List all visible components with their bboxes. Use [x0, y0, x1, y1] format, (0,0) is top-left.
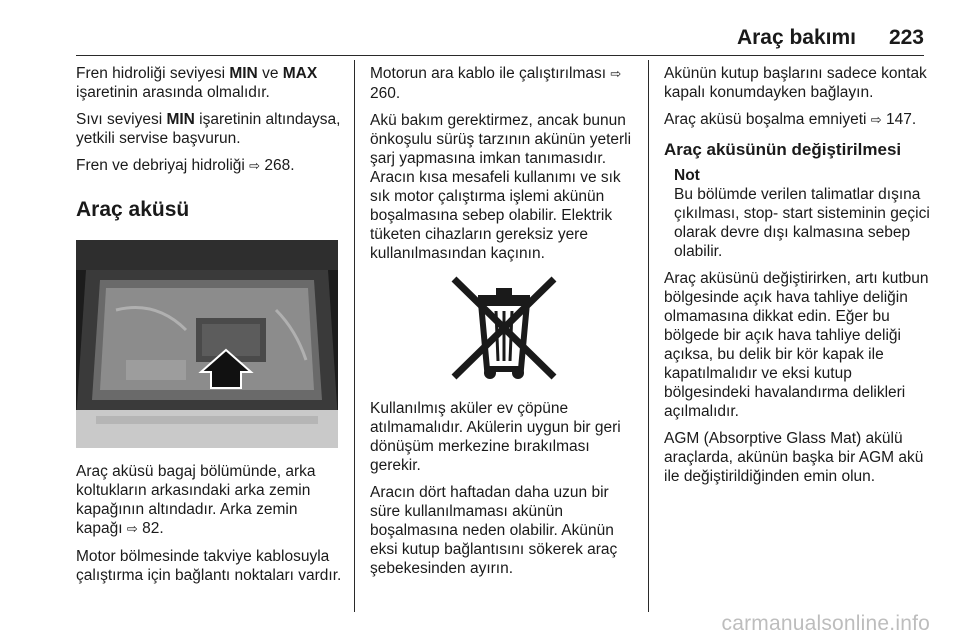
header-rule [76, 55, 924, 56]
column-right [664, 64, 932, 494]
paragraph-vent-hole: Araç aküsünü değiştirirken, artı kutbun bölgesinde açık hava tahliye deliğin olmamasına dikkat edin. Eğer bu bölgede bir açık hava tahliye deliği açıksa, bu delik bir kör kapak ile kapatılmalıdır ve eksi kutup bölgesindeki havalandırma delikleri açılmalıdır. [664, 270, 929, 420]
paragraph-jump-start-points: Motor bölmesinde takviye kablosuyla çalıştırma için bağlantı noktaları vardır. [76, 548, 342, 584]
paragraph-battery-location: Araç aküsü bagaj bölümünde, arka koltukların arkasındaki arka zemin kapağının altındadır. Arka zemin kapağı ⇨ 82. [76, 463, 316, 537]
note-box [664, 166, 932, 261]
paragraph-disposal: Kullanılmış aküler ev çöpüne atılmamalıdır. Akülerin uygun bir geri dönüşüm merkezine bırakılması gerekir. [370, 400, 621, 474]
paragraph-long-storage: Aracın dört haftadan daha uzun bir süre kullanılmaması akünün boşalmasına neden olabilir. Akünün eksi kutup bağlantısını sökerek araç şebekesinden ayırın. [370, 484, 618, 577]
note-text: Bu bölümde verilen talimatlar dışına çıkılması, stop- start sisteminin geçici olarak devre dışı kalmasına sebep olabilir. [674, 186, 930, 260]
chapter-title: Araç bakımı [736, 26, 856, 49]
page-reference-link[interactable]: 260. [370, 85, 401, 102]
note-title: Not [674, 167, 700, 184]
paragraph-connect-terminals: Akünün kutup başlarını sadece kontak kapalı konumdayken bağlayın. [664, 65, 927, 101]
subsection-heading-battery-replacement: Araç aküsünün değiştirilmesi [664, 140, 902, 159]
page-number: 223 [888, 26, 924, 49]
column-divider-2 [648, 60, 649, 612]
reference-arrow-icon: ⇨ [610, 67, 622, 82]
page-header [0, 0, 960, 58]
trunk-battery-photo [76, 240, 338, 448]
paragraph-brake-clutch-ref: Fren ve debriyaj hidroliği ⇨ 268. [76, 157, 295, 174]
section-heading-vehicle-battery: Araç aküsü [76, 198, 190, 221]
reference-arrow-icon: ⇨ [870, 113, 882, 128]
paragraph-agm-battery: AGM (Absorptive Glass Mat) akülü araçlarda, akünün başka bir AGM akü ile değiştirildiğinden emin olun. [664, 430, 924, 485]
paragraph-discharge-protection: Araç aküsü boşalma emniyeti ⇨ 147. [664, 111, 917, 128]
column-left [76, 64, 344, 593]
page-reference-link[interactable]: 147. [885, 111, 917, 128]
page-reference-link[interactable]: 268. [264, 157, 295, 174]
column-middle [370, 64, 638, 586]
paragraph-brake-fluid-level: Fren hidroliği seviyesi MIN ve MAX işaretinin arasında olmalıdır. [76, 65, 318, 101]
reference-arrow-icon: ⇨ [126, 522, 138, 537]
watermark: carmanualsonline.info [721, 612, 930, 635]
paragraph-maintenance-free: Akü bakım gerektirmez, ancak bunun önkoşulu sürüş tarzının akünün yeterli şarj yapmasına imkan tanımasıdır. Aracın kısa mesafeli kullanımı ve sık sık motor çalıştırma işlemi akünün boşalmasına sebep olabilir. Elektrik tüketen cihazların gereksiz yere kullanılmasından kaçının. [370, 112, 632, 262]
paragraph-jump-start-ref: Motorun ara kablo ile çalıştırılması ⇨ 260. [370, 65, 622, 102]
reference-arrow-icon: ⇨ [249, 159, 261, 174]
column-divider-1 [354, 60, 355, 612]
crossed-out-bin-icon [448, 273, 560, 383]
paragraph-fluid-below-min: Sıvı seviyesi MIN işaretinin altındaysa, yetkili servise başvurun. [76, 111, 341, 147]
page-reference-link[interactable]: 82. [142, 520, 164, 537]
